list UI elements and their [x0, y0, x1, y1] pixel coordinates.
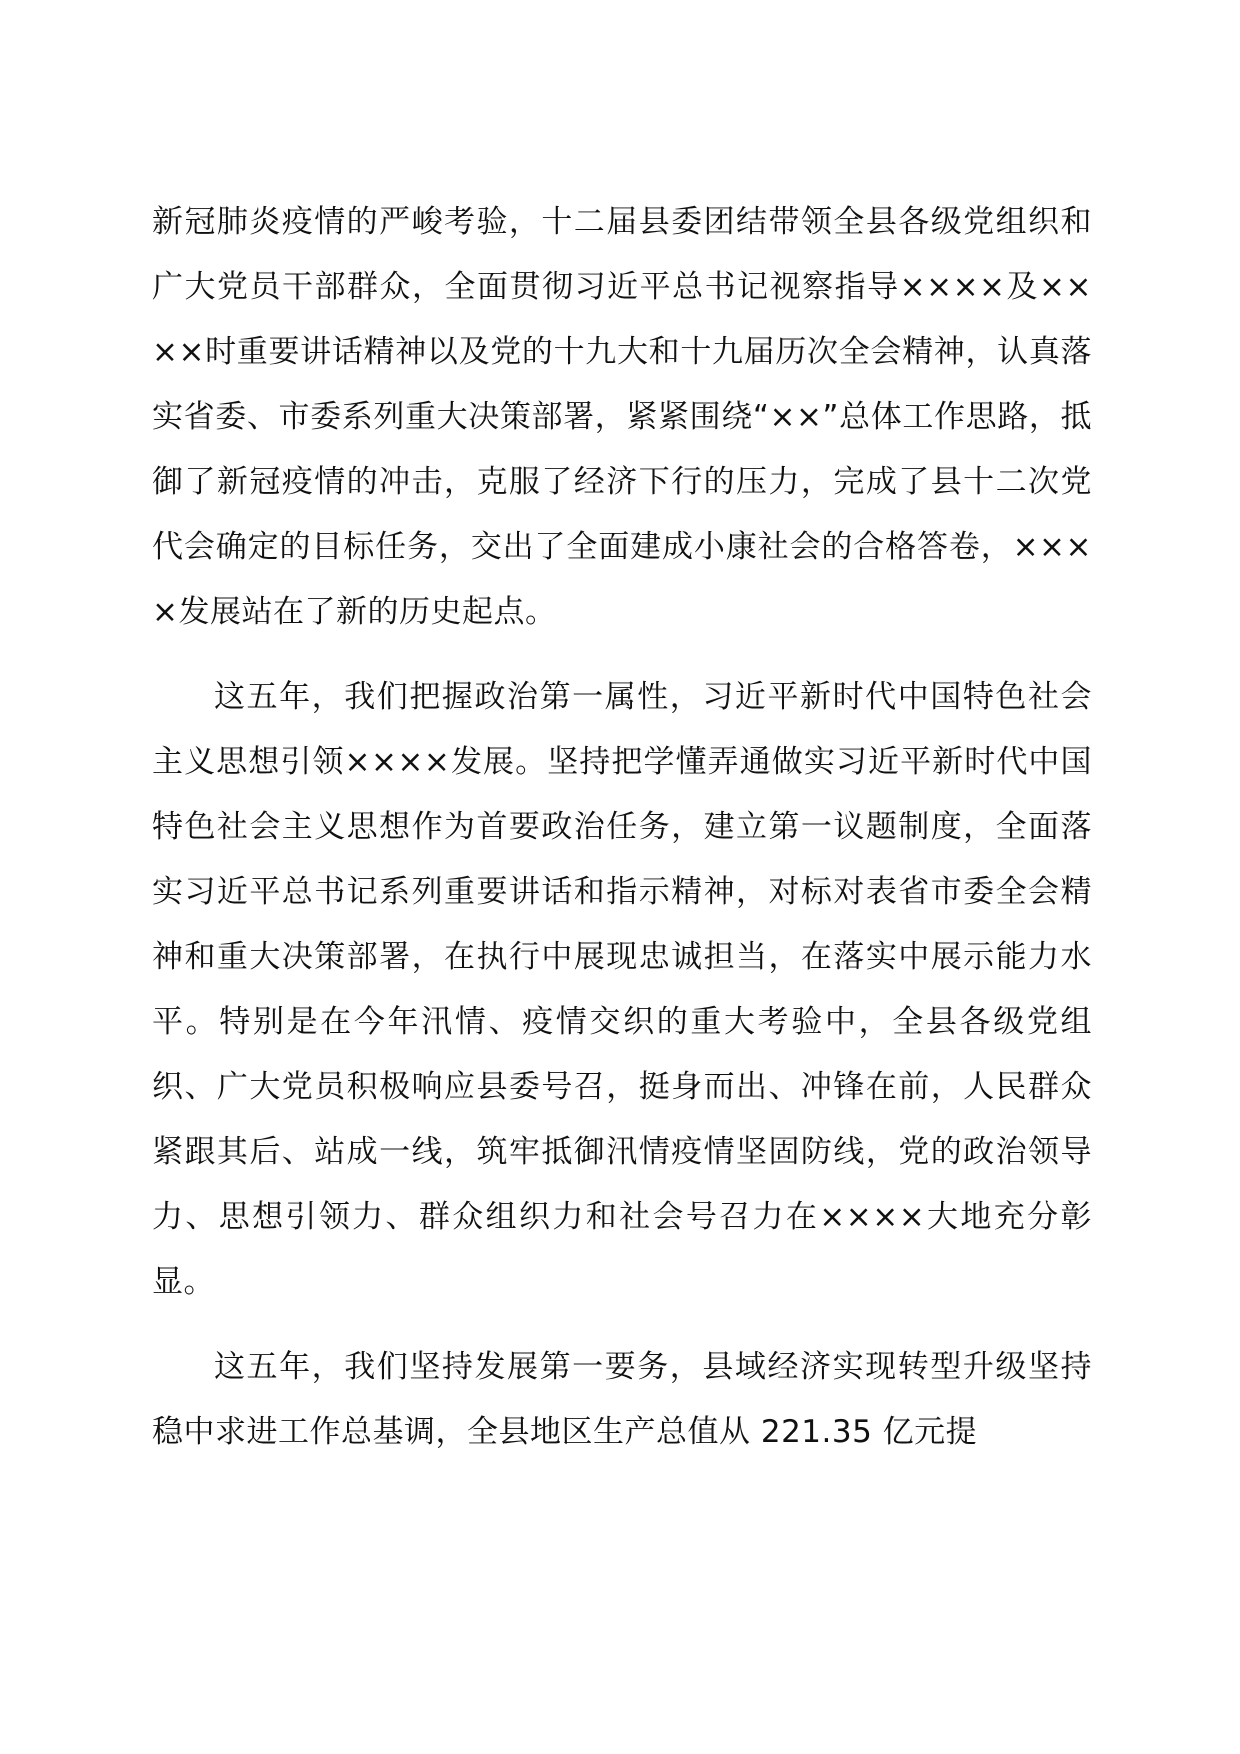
document-body [152, 190, 1092, 1485]
paragraph-economic-development: 这五年，我们坚持发展第一要务，县域经济实现转型升级坚持稳中求进工作总基调，全县地区生产总值从 221.35 亿元提 [152, 1349, 1092, 1450]
paragraph-political-attribute: 这五年，我们把握政治第一属性，习近平新时代中国特色社会主义思想引领××××发展。坚持把学懂弄通做实习近平新时代中国特色社会主义思想作为首要政治任务，建立第一议题制度，全面落实习近平总书记系列重要讲话和指示精神，对标对表省市委全会精神和重大决策部署，在执行中展现忠诚担当，在落实中展示能力水平。特别是在今年汛情、疫情交织的重大考验中，全县各级党组织、广大党员积极响应县委号召，挺身而出、冲锋在前，人民群众紧跟其后、站成一线，筑牢抵御汛情疫情坚固防线，党的政治领导力、思想引领力、群众组织力和社会号召力在××××大地充分彰显。 [152, 679, 1092, 1300]
paragraph-continued: 新冠肺炎疫情的严峻考验，十二届县委团结带领全县各级党组织和广大党员干部群众，全面贯彻习近平总书记视察指导××××及××××时重要讲话精神以及党的十九大和十九届历次全会精神，认真落实省委、市委系列重大决策部署，紧紧围绕“××”总体工作思路，抵御了新冠疫情的冲击，克服了经济下行的压力，完成了县十二次党代会确定的目标任务，交出了全面建成小康社会的合格答卷，××××发展站在了新的历史起点。 [152, 204, 1092, 630]
